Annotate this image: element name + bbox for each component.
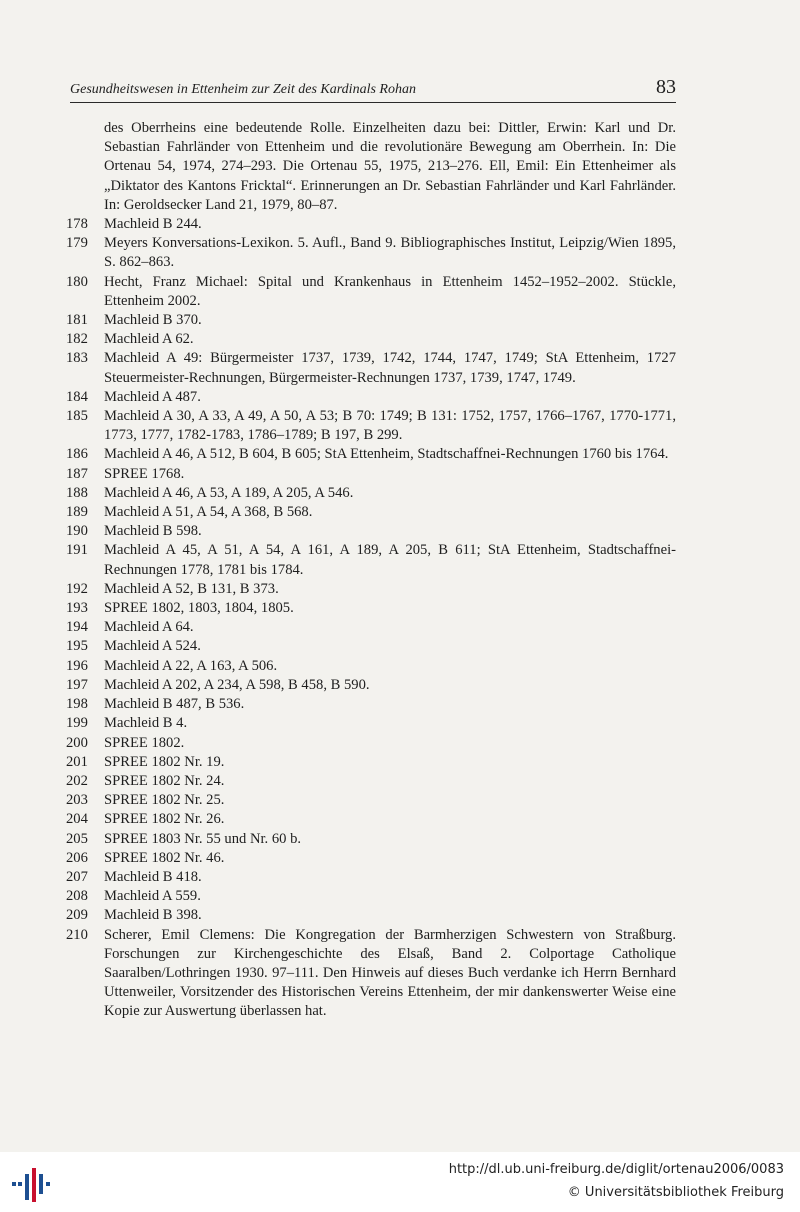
endnote-number: 195 (66, 638, 88, 655)
endnote-item (66, 311, 676, 330)
endnote-item (66, 599, 676, 618)
endnote-text: Machleid A 64. (104, 619, 194, 636)
endnote-text: des Oberrheins eine bedeutende Rolle. Einzelheiten dazu bei: Dittler, Erwin: Karl und Dr. Sebastian Fahrländer von Ettenheim und die revolutionäre Bewegung am Oberrhein. In: Die Ortenau 54, 1974, 274–293. Die Ortenau 55, 1975, 213–276. Ell, Emil: Ein Ettenheimer als „Diktator des Kantons Fricktal“. Erinnerungen an Dr. Sebastian Fahrländer und Karl Fahrländer. In: Geroldsecker Land 21, 1979, 80–87. (104, 120, 676, 213)
endnote-item (66, 580, 676, 599)
endnote-item (66, 618, 676, 637)
endnote-number: 208 (66, 888, 88, 905)
endnote-number: 202 (66, 772, 88, 789)
endnote-item (66, 234, 676, 272)
endnote-number: 198 (66, 696, 88, 713)
endnote-item (66, 388, 676, 407)
endnote-text: Machleid A 52, B 131, B 373. (104, 580, 279, 597)
endnote-number: 180 (66, 273, 88, 290)
endnote-item (66, 273, 676, 311)
endnote-item (66, 349, 676, 387)
endnote-text: Hecht, Franz Michael: Spital und Krankenhaus in Ettenheim 1452–1952–2002. Stückle, Ettenheim 2002. (104, 273, 676, 309)
endnote-number: 193 (66, 600, 88, 617)
endnote-text: Machleid A 62. (104, 331, 194, 348)
endnote-text: Meyers Konversations-Lexikon. 5. Aufl., Band 9. Bibliographisches Institut, Leipzig/Wien 1895, S. 862–863. (104, 235, 676, 271)
endnote-text: Machleid B 418. (104, 868, 202, 885)
endnote-number: 178 (66, 216, 88, 233)
endnote-text: Machleid A 46, A 53, A 189, A 205, A 546. (104, 484, 354, 501)
endnote-item (66, 637, 676, 656)
endnote-number: 205 (66, 830, 88, 847)
endnote-text: SPREE 1802 Nr. 24. (104, 772, 225, 789)
endnote-text: SPREE 1802 Nr. 46. (104, 849, 225, 866)
endnote-text: SPREE 1802, 1803, 1804, 1805. (104, 600, 294, 617)
endnote-text: Machleid A 524. (104, 638, 201, 655)
endnote-item (66, 465, 676, 484)
endnote-number: 187 (66, 465, 88, 482)
endnote-number: 209 (66, 907, 88, 924)
endnote-number: 184 (66, 388, 88, 405)
endnote-item (66, 119, 676, 215)
endnote-number: 206 (66, 849, 88, 866)
endnote-number: 179 (66, 235, 88, 252)
endnote-item (66, 810, 676, 829)
endnote-number: 207 (66, 868, 88, 885)
endnote-item (66, 695, 676, 714)
endnote-text: SPREE 1803 Nr. 55 und Nr. 60 b. (104, 830, 302, 847)
source-url-link[interactable]: http://dl.ub.uni-freiburg.de/diglit/ortenau2006/0083 (448, 1162, 784, 1177)
endnote-text: SPREE 1802 Nr. 26. (104, 811, 225, 828)
endnote-number: 203 (66, 792, 88, 809)
endnote-text: Machleid B 598. (104, 523, 202, 540)
endnote-number: 201 (66, 753, 88, 770)
endnote-item (66, 926, 676, 1022)
running-title: Gesundheitswesen in Ettenheim zur Zeit des Kardinals Rohan (70, 82, 416, 97)
endnote-text: SPREE 1802 Nr. 25. (104, 792, 225, 809)
endnote-item (66, 503, 676, 522)
endnote-text: Machleid A 30, A 33, A 49, A 50, A 53; B 70: 1749; B 131: 1752, 1757, 1766–1767, 1770-1771, 1773, 1777, 1782-1783, 1786–1789; B 197, B 299. (104, 408, 676, 444)
footer-bar (0, 1152, 800, 1212)
endnote-item (66, 330, 676, 349)
endnote-number: 204 (66, 811, 88, 828)
endnote-item (66, 849, 676, 868)
endnote-number: 192 (66, 580, 88, 597)
endnote-number: 190 (66, 523, 88, 540)
endnote-text: Machleid A 22, A 163, A 506. (104, 657, 278, 674)
endnote-text: Machleid A 45, A 51, A 54, A 161, A 189, A 205, B 611; StA Ettenheim, Stadtschaffnei-Rechnungen 1778, 1781 bis 1784. (104, 542, 676, 578)
endnote-text: Machleid B 487, B 536. (104, 696, 245, 713)
endnote-number: 185 (66, 408, 88, 425)
page-header (70, 76, 676, 103)
endnote-number: 188 (66, 484, 88, 501)
endnote-number: 210 (66, 926, 88, 943)
endnote-text: Machleid A 487. (104, 388, 201, 405)
endnote-text: Machleid B 398. (104, 907, 202, 924)
endnote-text: Machleid B 4. (104, 715, 188, 732)
endnote-item (66, 215, 676, 234)
endnote-text: Machleid A 46, A 512, B 604, B 605; StA Ettenheim, Stadtschaffnei-Rechnungen 1760 bis 1764. (104, 446, 669, 463)
endnote-number: 183 (66, 350, 88, 367)
endnote-text: Machleid A 559. (104, 888, 201, 905)
endnote-text: SPREE 1802. (104, 734, 185, 751)
endnote-number: 194 (66, 619, 88, 636)
ub-freiburg-logo-icon (8, 1160, 54, 1206)
endnote-number: 197 (66, 676, 88, 693)
endnote-text: Machleid A 202, A 234, A 598, B 458, B 590. (104, 676, 370, 693)
endnotes-list (66, 119, 676, 1022)
endnote-item (66, 714, 676, 733)
endnote-number: 199 (66, 715, 88, 732)
endnote-number: 186 (66, 446, 88, 463)
page-number: 83 (656, 76, 676, 98)
endnote-item (66, 484, 676, 503)
endnote-item (66, 407, 676, 445)
endnote-item (66, 753, 676, 772)
endnote-item (66, 791, 676, 810)
endnote-item (66, 657, 676, 676)
endnote-text: Machleid B 370. (104, 312, 202, 329)
endnote-item (66, 887, 676, 906)
endnote-item (66, 830, 676, 849)
endnote-item (66, 676, 676, 695)
endnote-text: Machleid A 51, A 54, A 368, B 568. (104, 504, 313, 521)
endnote-item (66, 734, 676, 753)
endnote-item (66, 445, 676, 464)
endnote-item (66, 906, 676, 925)
endnote-item (66, 868, 676, 887)
endnote-number: 191 (66, 542, 88, 559)
endnote-item (66, 772, 676, 791)
endnote-text: Machleid A 49: Bürgermeister 1737, 1739, 1742, 1744, 1747, 1749; StA Ettenheim, 1727 Steuermeister-Rechnungen, Bürgermeister-Rechnungen 1737, 1739, 1747, 1749. (104, 350, 676, 386)
endnote-number: 189 (66, 504, 88, 521)
endnote-item (66, 522, 676, 541)
endnote-text: Machleid B 244. (104, 216, 202, 233)
endnote-number: 181 (66, 312, 88, 329)
copyright-notice: © Universitätsbibliothek Freiburg (567, 1185, 784, 1200)
endnote-item (66, 541, 676, 579)
endnote-number: 200 (66, 734, 88, 751)
endnote-text: SPREE 1768. (104, 465, 185, 482)
endnote-text: SPREE 1802 Nr. 19. (104, 753, 225, 770)
endnote-text: Scherer, Emil Clemens: Die Kongregation der Barmherzigen Schwestern von Straßburg. Forschungen zur Kirchengeschichte des Elsaß, Band 2. Colportage Catholique Saaralben/Lothringen 1930. 97–111. Den Hinweis auf dieses Buch verdanke ich Herrn Bernhard Uttenweiler, Vorsitzender des Historischen Vereins Ettenheim, der mir dankenswerter Weise eine Kopie zur Auswertung überlassen hat. (104, 926, 676, 1020)
endnote-number: 182 (66, 331, 88, 348)
endnote-number: 196 (66, 657, 88, 674)
